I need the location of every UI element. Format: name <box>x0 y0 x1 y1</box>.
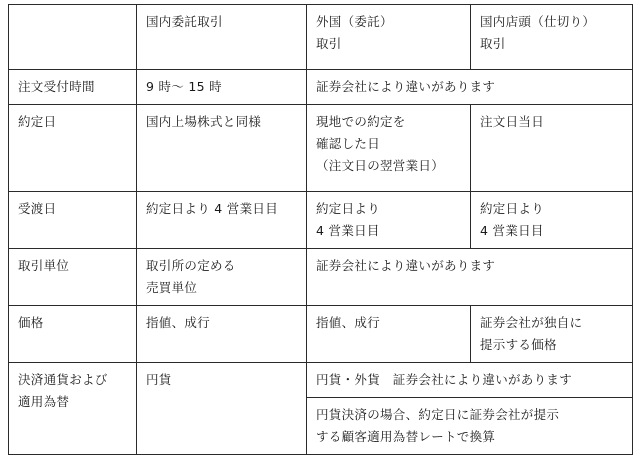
order-time-label: 注文受付時間 <box>18 79 95 94</box>
header-domestic-cell <box>137 5 307 70</box>
order-time-domestic-cell <box>137 70 307 105</box>
unit-domestic-1: 取引所の定める <box>146 258 236 273</box>
settlement-foreign-1: 約定日より <box>316 201 381 216</box>
price-foreign-cell <box>307 306 471 363</box>
currency-other-cell-2 <box>307 398 633 455</box>
header-row <box>9 5 633 70</box>
unit-domestic-cell <box>137 249 307 306</box>
row-currency <box>9 363 633 398</box>
order-time-other-cell <box>307 70 633 105</box>
row-trading-unit <box>9 249 633 306</box>
unit-label-cell <box>9 249 137 306</box>
order-time-domestic: 9 時～ 15 時 <box>146 79 222 94</box>
header-foreign-text-2: 取引 <box>316 36 342 51</box>
settlement-foreign-cell <box>307 192 471 249</box>
header-domestic-text: 国内委託取引 <box>146 14 223 29</box>
price-otc-2: 提示する価格 <box>480 337 557 352</box>
currency-label-2: 適用為替 <box>18 394 70 409</box>
currency-other-cell-1 <box>307 363 633 398</box>
price-domestic-cell <box>137 306 307 363</box>
settlement-otc-cell <box>471 192 633 249</box>
price-domestic: 指値、成行 <box>146 315 211 330</box>
trade-date-domestic-cell <box>137 105 307 192</box>
trade-comparison-table <box>8 4 633 455</box>
trade-date-foreign-2: 確認した日 <box>316 136 381 151</box>
header-foreign-text-1: 外国（委託） <box>316 14 393 29</box>
trade-date-label: 約定日 <box>18 114 57 129</box>
trade-date-label-cell <box>9 105 137 192</box>
row-settlement-date <box>9 192 633 249</box>
trade-date-otc: 注文日当日 <box>480 114 545 129</box>
trade-date-foreign-3: （注文日の翌営業日） <box>316 158 445 173</box>
row-trade-date <box>9 105 633 192</box>
unit-other: 証券会社により違いがあります <box>316 258 496 273</box>
order-time-label-cell <box>9 70 137 105</box>
settlement-otc-1: 約定日より <box>480 201 545 216</box>
trade-date-foreign-1: 現地での約定を <box>316 114 406 129</box>
settlement-label-cell <box>9 192 137 249</box>
currency-domestic: 円貨 <box>146 372 172 387</box>
currency-domestic-cell <box>137 363 307 455</box>
header-otc-text-1: 国内店頭（仕切り） <box>480 14 596 29</box>
unit-domestic-2: 売買単位 <box>146 280 198 295</box>
currency-label-1: 決済通貨および <box>18 372 108 387</box>
settlement-otc-2: 4 営業日目 <box>480 223 544 238</box>
price-label: 価格 <box>18 315 44 330</box>
price-otc-cell <box>471 306 633 363</box>
currency-other-line1: 円貨・外貨 証券会社により違いがあります <box>316 372 573 387</box>
order-time-other: 証券会社により違いがあります <box>316 79 496 94</box>
settlement-foreign-2: 4 営業日目 <box>316 223 380 238</box>
currency-other-line2-2: する顧客適用為替レートで換算 <box>316 429 496 444</box>
row-order-time <box>9 70 633 105</box>
currency-other-line2-1: 円貨決済の場合、約定日に証券会社が提示 <box>316 407 560 422</box>
unit-other-cell <box>307 249 633 306</box>
settlement-label: 受渡日 <box>18 201 57 216</box>
unit-label: 取引単位 <box>18 258 70 273</box>
trade-date-domestic: 国内上場株式と同様 <box>146 114 262 129</box>
row-price <box>9 306 633 363</box>
price-otc-1: 証券会社が独自に <box>480 315 583 330</box>
trade-date-foreign-cell <box>307 105 471 192</box>
header-otc-text-2: 取引 <box>480 36 506 51</box>
header-blank-cell <box>9 5 137 70</box>
currency-label-cell <box>9 363 137 455</box>
trade-date-otc-cell <box>471 105 633 192</box>
settlement-domestic-cell <box>137 192 307 249</box>
settlement-domestic: 約定日より 4 営業日目 <box>146 201 278 216</box>
header-otc-cell <box>471 5 633 70</box>
price-foreign: 指値、成行 <box>316 315 381 330</box>
price-label-cell <box>9 306 137 363</box>
header-foreign-cell <box>307 5 471 70</box>
